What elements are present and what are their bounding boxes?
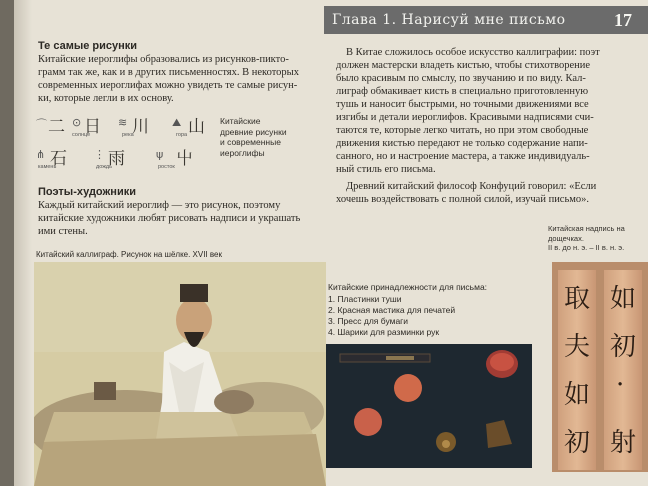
section-heading-poets: Поэты-художники — [38, 186, 136, 198]
accessory-item: 4. Шарики для разминки рук — [328, 327, 440, 337]
text-line: было красивым по смыслу, по звучанию и по виду. Кал- — [336, 73, 586, 84]
accessory-item: 1. Пластинки туши — [328, 294, 402, 304]
paragraph-confucius — [336, 180, 642, 206]
accessory-item: 2. Красная мастика для печатей — [328, 305, 456, 315]
tablet-char: 如 — [564, 380, 591, 410]
tablet-char: 初 — [564, 428, 591, 458]
caption-line: дощечках. — [548, 233, 584, 243]
text-line: лиграф обмакивает кисть в специально приготовленную — [336, 86, 589, 97]
paragraph-pictograms — [38, 53, 328, 105]
caption-line: и современные — [220, 137, 281, 147]
text-line: хочешь воздействовать с полной силой, изучай письмо». — [336, 194, 590, 205]
text-line: ими стены. — [38, 226, 88, 237]
modern-glyph: 日 — [84, 117, 101, 137]
tablet-char: 如 — [610, 284, 637, 314]
tablet-caption — [548, 224, 648, 253]
modern-glyph: 屮 — [176, 149, 193, 169]
text-line: В Китае сложилось особое искусство каллиграфии: поэт — [346, 47, 600, 58]
text-line: грамм так же, как и в других письменностях. В некоторых — [38, 67, 299, 78]
text-line: санного, но и настроение мастера, а также индивидуаль- — [336, 151, 590, 162]
bamboo-strip — [558, 270, 596, 470]
modern-glyph: 山 — [188, 117, 205, 137]
tablet-char: 取 — [564, 284, 591, 314]
caption-line: Китайские — [220, 116, 261, 126]
chapter-title: Глава 1. Нарисуй мне письмо — [332, 12, 566, 28]
caption-line: II в. до н. э. – II в. н. э. — [548, 243, 625, 252]
ancient-glyph: ⋔ — [36, 148, 46, 161]
tablet-char: 夫 — [564, 332, 591, 362]
accessories-illustration — [326, 344, 532, 468]
modern-glyph: 川 — [132, 117, 149, 137]
text-line: Древний китайский философ Конфуций говорил: «Если — [346, 181, 597, 192]
glyph-label: дождь — [96, 164, 112, 170]
text-line: таются те, которые легко читать, но при этом свободные — [336, 125, 589, 136]
accessories-title: Китайские принадлежности для письма: — [328, 282, 488, 292]
caption-line: иероглифы — [220, 147, 265, 158]
tablet-char: 初 — [610, 332, 637, 362]
glyph-illustration — [36, 110, 226, 170]
painting-caption: Китайский каллиграф. Рисунок на шёлке. XVII век — [36, 250, 223, 259]
paragraph-calligraphy — [336, 46, 642, 176]
caption-line: Китайская надпись на — [548, 224, 625, 233]
text-line: Каждый китайский иероглиф — это рисунок, поэтому — [38, 200, 281, 211]
ancient-glyph: ψ — [156, 148, 164, 161]
text-line: должен мастерски владеть кистью, чтобы стихотворение — [336, 60, 591, 71]
modern-glyph: 二 — [48, 117, 65, 137]
page-number: 17 — [614, 10, 632, 30]
calligrapher-illustration — [34, 262, 326, 486]
text-line: движения кистью передают не только содержание напи- — [336, 138, 588, 149]
ancient-glyph: ≋ — [118, 116, 128, 129]
glyph-caption — [220, 116, 320, 158]
ancient-glyph: ⋮ — [94, 148, 105, 161]
accessory-item: 3. Пресс для бумаги — [328, 316, 409, 326]
accessories-photo — [326, 344, 532, 468]
section-heading-pictures: Те самые рисунки — [38, 40, 138, 52]
calligrapher-painting — [34, 262, 326, 486]
caption-line: древние рисунки — [220, 126, 287, 137]
text-line: изгибы и детали иероглифов. Красивыми надписями счи- — [336, 112, 594, 123]
bamboo-tablets-photo — [552, 262, 648, 472]
glyph-label: росток — [158, 164, 175, 170]
text-line: китайские художники любят рисовать надписи и украшать — [38, 213, 301, 224]
modern-glyph: 石 — [50, 149, 67, 169]
modern-glyph: 雨 — [108, 149, 125, 169]
glyph-label: гора — [176, 132, 188, 138]
paragraph-artists — [38, 199, 328, 238]
text-line: Китайские иероглифы образовались из рисунков-пикто- — [38, 54, 289, 65]
tablet-char: · — [616, 370, 625, 400]
text-line: ки, которые легли в их основу. — [38, 93, 174, 104]
bamboo-strip — [604, 270, 642, 470]
tablet-char: 射 — [610, 428, 637, 458]
chapter-header — [324, 6, 648, 34]
ancient-glyph: ⛰ — [172, 116, 182, 129]
text-line: ный стиль его письма. — [336, 164, 436, 175]
text-line: современных иероглифах можно увидеть те самые рисун- — [38, 80, 298, 91]
glyph-label: река — [122, 132, 134, 138]
ancient-glyph: ⌒ — [36, 118, 47, 131]
book-page — [14, 0, 648, 486]
ancient-glyph: ⊙ — [72, 116, 82, 129]
text-line: тушь и наносит быстрыми, но точными движениями все — [336, 99, 589, 110]
glyph-label: солнце — [72, 132, 91, 138]
glyph-label: камень — [38, 164, 57, 170]
